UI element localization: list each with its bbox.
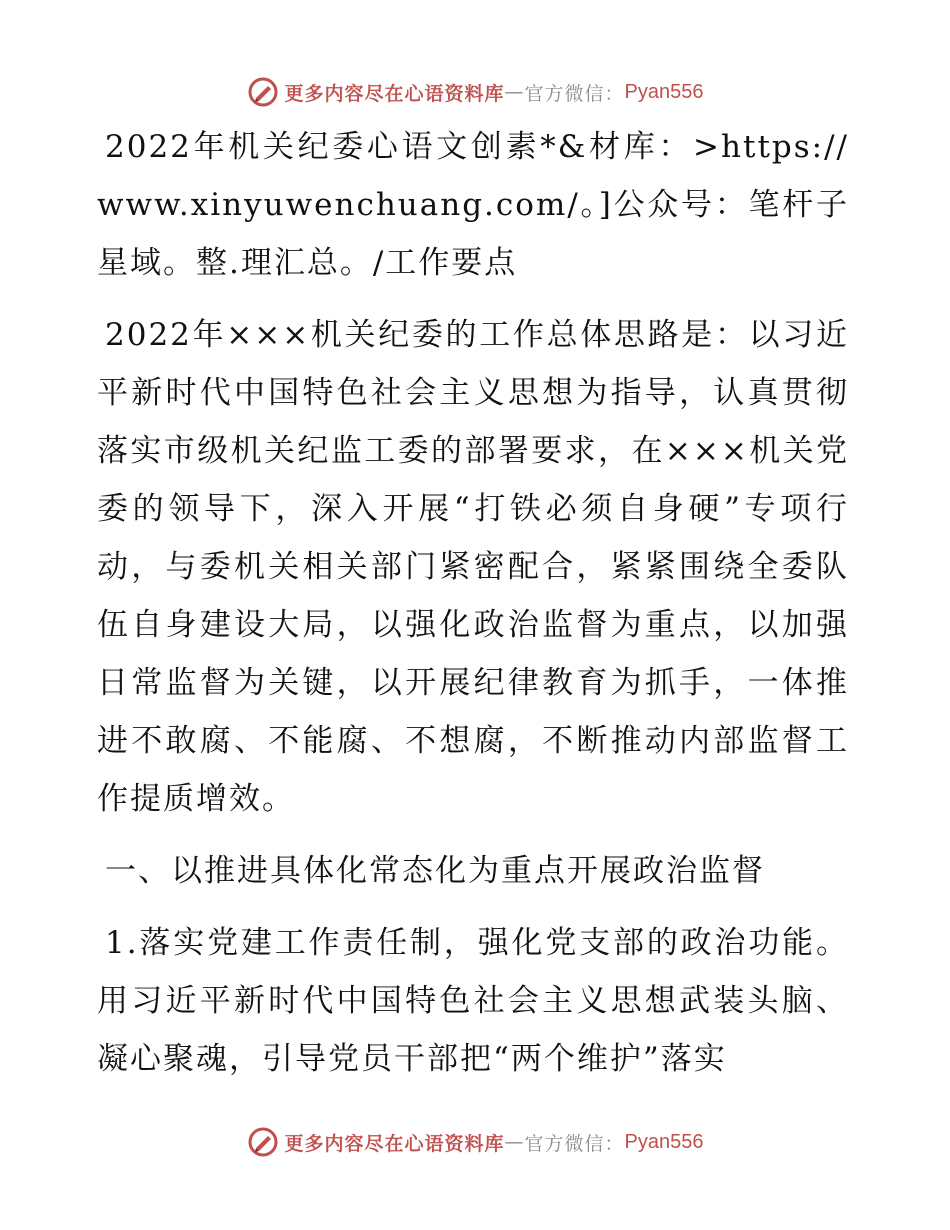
pen-circle-logo-icon bbox=[247, 76, 279, 108]
watermark-header bbox=[0, 72, 950, 112]
watermark-footer bbox=[0, 1122, 950, 1162]
watermark-dash: — bbox=[504, 81, 525, 103]
item-paragraph: 1.落实党建工作责任制，强化党支部的政治功能。用习近平新时代中国特色社会主义思想武装头脑、凝心聚魂，引导党员干部把“两个维护”落实 bbox=[97, 925, 849, 1077]
watermark-official-text: 官方微信： bbox=[524, 82, 625, 105]
pen-circle-logo-icon bbox=[247, 1126, 279, 1158]
intro-paragraph: 2022年机关纪委心语文创素*&材库：>https://www.xinyuwenchuang.com/。]公众号：笔杆子星域。整.理汇总。/工作要点 bbox=[97, 129, 849, 281]
overview-paragraph: 2022年×××机关纪委的工作总体思路是：以习近平新时代中国特色社会主义思想为指导，认真贯彻落实市级机关纪监工委的部署要求，在×××机关党委的领导下，深入开展“打铁必须自身硬”专项行动，与委机关相关部门紧密配合，紧紧围绕全委队伍自身建设大局，以强化政治监督为重点，以加强日常监督为关键，以开展纪律教育为抓手，一体推进不敢腐、不能腐、不想腐，不断推动内部监督工作提质增效。 bbox=[97, 317, 849, 817]
section-heading: 一、以推进具体化常态化为重点开展政治监督 bbox=[105, 853, 765, 889]
watermark-wechat-id: Pyan556 bbox=[624, 1130, 704, 1153]
watermark-dash: — bbox=[504, 1131, 525, 1153]
document-body bbox=[97, 118, 849, 1118]
watermark-wechat-id: Pyan556 bbox=[624, 80, 704, 103]
watermark-site-text: 更多内容尽在心语资料库 bbox=[284, 82, 505, 105]
watermark-site-text: 更多内容尽在心语资料库 bbox=[284, 1132, 505, 1155]
watermark-official-text: 官方微信： bbox=[524, 1132, 625, 1155]
